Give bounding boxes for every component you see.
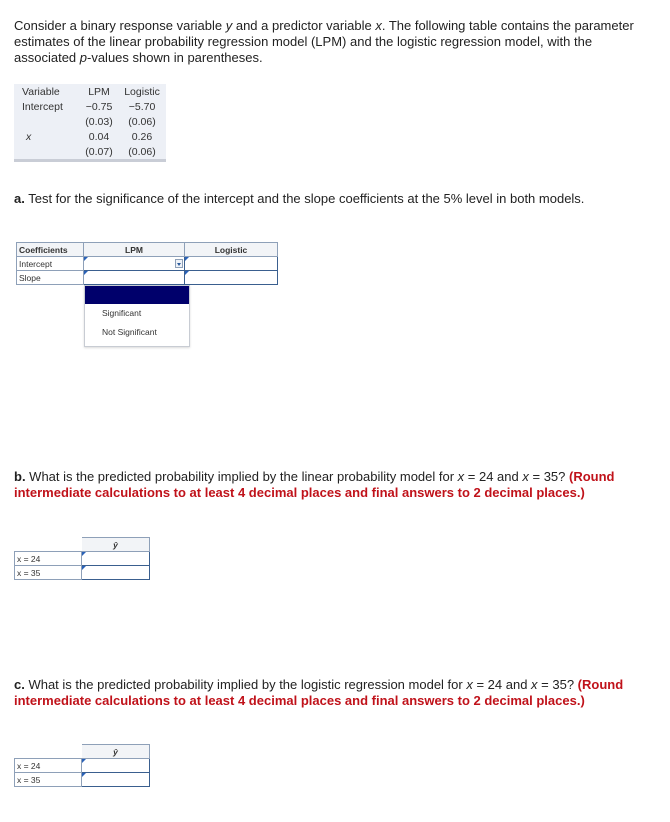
part-c-text-3: = 35? bbox=[537, 677, 578, 692]
part-a-question bbox=[14, 191, 624, 207]
part-a-text: Test for the significance of the intercept and the slope coefficients at the 5% level in both models. bbox=[24, 191, 585, 206]
header-logistic: Logistic bbox=[124, 85, 160, 98]
table-row bbox=[15, 759, 150, 773]
intro-var-y: y bbox=[225, 18, 233, 33]
row-label-intercept: Intercept bbox=[17, 257, 84, 271]
dropdown-option-significant[interactable]: Significant bbox=[102, 308, 142, 318]
header-y-hat: ŷ bbox=[82, 745, 150, 759]
intro-var-x: x bbox=[375, 18, 382, 33]
table-row bbox=[14, 114, 166, 129]
parameter-table bbox=[14, 84, 166, 162]
header-variable: Variable bbox=[22, 85, 60, 98]
corner-marker-icon bbox=[185, 271, 189, 275]
cell-variable bbox=[14, 114, 80, 129]
grid-header-row bbox=[15, 538, 150, 552]
corner-marker-icon bbox=[82, 759, 86, 763]
significance-dropdown-list bbox=[84, 285, 190, 347]
part-b-text-3: = 35? bbox=[528, 469, 569, 484]
dropdown-option-not-significant[interactable]: Not Significant bbox=[102, 327, 157, 337]
row-label-x35: x = 35 bbox=[15, 773, 82, 787]
slope-logistic-select[interactable] bbox=[185, 271, 278, 285]
slope-lpm-select[interactable] bbox=[84, 271, 185, 285]
part-b-text-1: What is the predicted probability implied by the linear probability model for bbox=[25, 469, 458, 484]
part-c-var-x2: x bbox=[531, 677, 538, 692]
logistic-x35-input[interactable] bbox=[82, 773, 150, 787]
corner-marker-icon bbox=[82, 773, 86, 777]
part-c-rounding-instruction: (Round intermediate calculations to at least 4 decimal places and final answers to 2 decimal places.) bbox=[14, 677, 624, 708]
row-label-x24: x = 24 bbox=[15, 552, 82, 566]
intercept-lpm-select[interactable] bbox=[84, 257, 185, 271]
header-coefficients: Coefficients bbox=[17, 243, 84, 257]
part-a-label: a. bbox=[14, 191, 25, 206]
part-c-question bbox=[14, 677, 654, 709]
header-lpm: LPM bbox=[88, 85, 110, 98]
part-c-var-x1: x bbox=[466, 677, 473, 692]
part-c-text-2: = 24 and bbox=[472, 677, 532, 692]
cell-lpm: 0.04 bbox=[88, 130, 110, 143]
dropdown-option-blank[interactable] bbox=[85, 286, 189, 304]
grid-header-row bbox=[15, 745, 150, 759]
cell-variable: Intercept bbox=[22, 100, 63, 113]
row-label-slope: Slope bbox=[17, 271, 84, 285]
row-label-x24: x = 24 bbox=[15, 759, 82, 773]
part-b-text-2: = 24 and bbox=[464, 469, 523, 484]
lpm-x24-input[interactable] bbox=[82, 552, 150, 566]
chevron-down-icon[interactable] bbox=[175, 259, 183, 268]
row-label-x35: x = 35 bbox=[15, 566, 82, 580]
table-row bbox=[17, 271, 278, 285]
logistic-x24-input[interactable] bbox=[82, 759, 150, 773]
cell-variable bbox=[14, 144, 80, 161]
cell-logistic: 0.26 bbox=[131, 130, 153, 143]
intro-paragraph bbox=[14, 18, 644, 66]
intro-text-2: and a predictor variable bbox=[232, 18, 376, 33]
part-b-question bbox=[14, 469, 644, 501]
part-b-var-x2: x bbox=[522, 469, 529, 484]
corner-marker-icon bbox=[84, 271, 88, 275]
corner-marker-icon bbox=[185, 257, 189, 261]
significance-grid bbox=[16, 242, 278, 285]
table-row bbox=[17, 257, 278, 271]
table-row bbox=[14, 129, 166, 144]
part-c-text-1: What is the predicted probability implied by the logistic regression model for bbox=[24, 677, 467, 692]
table-row bbox=[15, 566, 150, 580]
parameter-table-header bbox=[14, 84, 166, 99]
intercept-logistic-select[interactable] bbox=[185, 257, 278, 271]
table-row bbox=[14, 99, 166, 114]
part-c-label: c. bbox=[14, 677, 25, 692]
cell-variable: x bbox=[26, 130, 32, 143]
cell-lpm: (0.03) bbox=[85, 115, 113, 128]
corner-marker-icon bbox=[82, 552, 86, 556]
intro-text-3: . The following table contains the parameter estimates of the linear probability regression model (LPM) and the logistic regression model, with the associated bbox=[14, 18, 634, 65]
intro-text-4: -values shown in parentheses. bbox=[87, 50, 263, 65]
table-row bbox=[15, 773, 150, 787]
lpm-x35-input[interactable] bbox=[82, 566, 150, 580]
header-blank bbox=[15, 745, 82, 759]
corner-marker-icon bbox=[84, 257, 88, 261]
part-b-var-x1: x bbox=[457, 469, 465, 484]
lpm-prediction-grid bbox=[14, 537, 150, 580]
grid-header-row bbox=[17, 243, 278, 257]
cell-logistic: (0.06) bbox=[128, 145, 156, 158]
intro-var-p: p bbox=[79, 50, 87, 65]
cell-logistic: −5.70 bbox=[128, 100, 156, 113]
cell-logistic: (0.06) bbox=[128, 115, 156, 128]
intro-text-1: Consider a binary response variable bbox=[14, 18, 226, 33]
part-b-label: b. bbox=[14, 469, 26, 484]
table-row bbox=[15, 552, 150, 566]
header-lpm: LPM bbox=[84, 243, 185, 257]
part-b-rounding-instruction: (Round intermediate calculations to at least 4 decimal places and final answers to 2 decimal places.) bbox=[14, 469, 615, 500]
table-row bbox=[14, 144, 166, 161]
header-y-hat: ŷ bbox=[82, 538, 150, 552]
header-blank bbox=[15, 538, 82, 552]
logistic-prediction-grid bbox=[14, 744, 150, 787]
corner-marker-icon bbox=[82, 566, 86, 570]
cell-lpm: (0.07) bbox=[85, 145, 113, 158]
header-logistic: Logistic bbox=[185, 243, 278, 257]
cell-lpm: −0.75 bbox=[85, 100, 113, 113]
